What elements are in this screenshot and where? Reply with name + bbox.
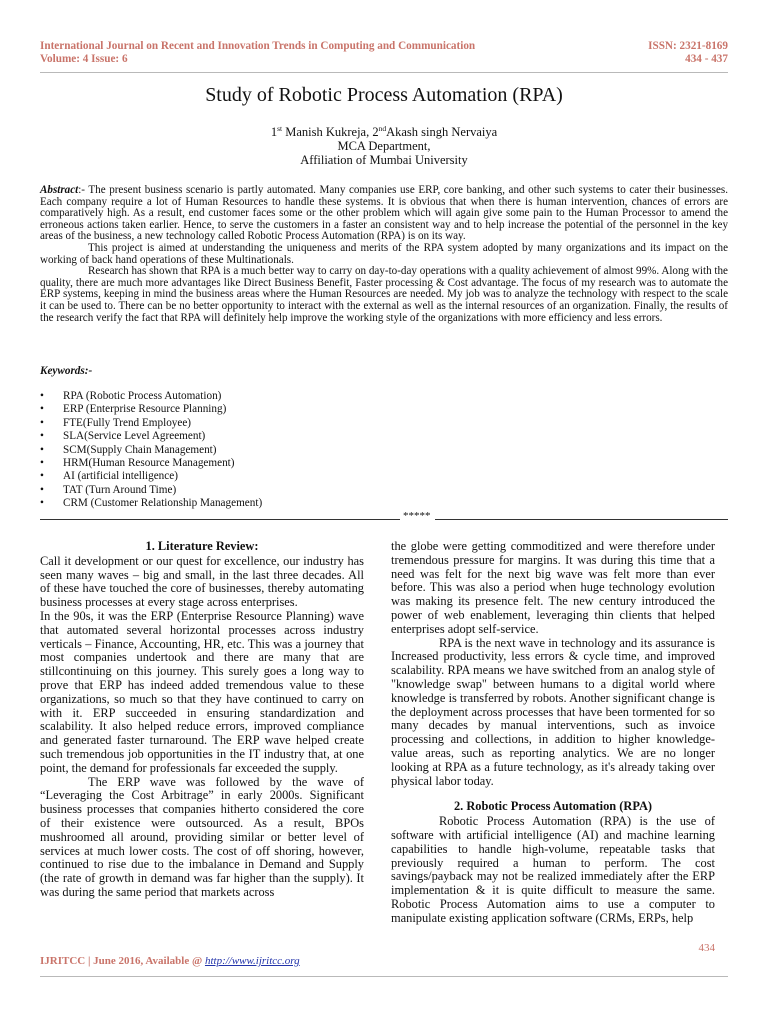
journal-website-link[interactable]: http://www.ijritcc.org [204, 955, 300, 967]
keyword-item: • SLA(Service Level Agreement) [40, 430, 262, 443]
section2-heading: 2. Robotic Process Automation (RPA) [453, 799, 653, 814]
journal-name: International Journal on Recent and Innovation Trends in Computing and Communication [40, 40, 476, 52]
page-number: 434 [698, 942, 715, 954]
footer-divider [40, 976, 728, 977]
body-paragraph: the globe were getting commoditized and were therefore under tremendous pressure for margins. It was during this time that a need was felt for the next big wave was felt more than ever before. This was also a period when huge technology evolution was making its presence felt. The new century introduced the power of web enablement, leveraging thin clients that helped enterprises adopt self-service. [391, 539, 715, 636]
abstract-label: Abstract [40, 184, 79, 196]
body-paragraph: RPA is the next wave in technology and its assurance is Increased productivity, less errors & cycle time, and improved scalability. RPA means we have switched from an analog style of "knowledge swap" between humans to a digital world where knowledge is transferred by robots. Another significant change is the deployment across processes that have been tormented for so many decades by manual interventions, such as invoice processing and collections, in addition to higher knowledge-value areas, such as reporting analytics. We are no longer looking at RPA as a future technology, as it's already taking over physical labor today. [391, 635, 715, 788]
footer [40, 955, 300, 967]
abstract-paragraph-3: Research has shown that RPA is a much better way to carry on day-to-day operations with a quality achievement of almost 99%. Along with the quality, there are much more advantages like Direct Business Benefit, Faster processing & Cost advantage. The focus of my research was to automate the ERP systems, keeping in mind the business areas where the Human Resources are needed. My job was to analyze the technology with respect to the scale it can be used to. There can be no better opportunity to interact with the external as well as the internal resources of an organization. Finally, the results of the research verify the fact that RPA will definitely help improve the working style of the organizations with more efficiency and less errors. [40, 265, 728, 324]
left-column [40, 540, 364, 900]
keyword-item: • FTE(Fully Trend Employee) [40, 417, 262, 430]
page-range: 434 - 437 [685, 53, 728, 65]
affiliation: Affiliation of Mumbai University [300, 153, 468, 168]
keyword-item: • ERP (Enterprise Resource Planning) [40, 403, 262, 416]
section1-heading: 1. Literature Review: [145, 539, 259, 553]
author-text-2: Akash singh Nervaiya [386, 125, 498, 140]
footer-text: IJRITCC | June 2016, Available @ [40, 955, 205, 967]
keyword-item: • SCM(Supply Chain Management) [40, 444, 262, 457]
abstract [40, 185, 728, 324]
separator-line-left [40, 519, 400, 520]
keyword-item: • RPA (Robotic Process Automation) [40, 390, 262, 403]
abstract-paragraph-2: This project is aimed at understanding the uniqueness and merits of the RPA system adopted by many organizations and its impact on the working of back hand operations of these Multinationals. [40, 241, 728, 266]
body-paragraph: Robotic Process Automation (RPA) is the use of software with artificial intelligence (AI) and machine learning capabilities to handle high-volume, repeatable tasks that previously required a human to perform. The cost savings/payback may not be realized immediately after the ERP implementation & it is quite difficult to measure the same. Robotic Process Automation aims to use a computer to manipulate existing application software (CRMs, ERPs, help [391, 814, 715, 925]
section-separator [40, 510, 728, 522]
keyword-item: • HRM(Human Resource Management) [40, 457, 262, 470]
issn: ISSN: 2321-8169 [648, 40, 728, 52]
header-right [648, 40, 728, 66]
department: MCA Department, [337, 139, 431, 154]
author1-superscript: st [277, 124, 283, 133]
paper-title: Study of Robotic Process Automation (RPA) [205, 84, 563, 106]
separator-line-right [435, 519, 728, 520]
keyword-item: • CRM (Customer Relationship Management) [40, 497, 262, 510]
author2-superscript: nd [378, 124, 387, 133]
header-divider [40, 72, 728, 73]
volume-issue: Volume: 4 Issue: 6 [40, 53, 128, 65]
keywords-heading: Keywords:- [40, 365, 93, 377]
running-header [40, 40, 728, 66]
author-names: 1st Manish Kukreja, 2ndAkash singh Nervaiya [270, 124, 498, 140]
keyword-item: • TAT (Turn Around Time) [40, 484, 262, 497]
author-block [0, 122, 768, 167]
separator-stars: ***** [403, 510, 431, 522]
abstract-paragraph-1 [40, 185, 728, 243]
body-paragraph: In the 90s, it was the ERP (Enterprise Resource Planning) wave that automated several horizontal processes across industry verticals – Finance, Accounting, HR, etc. This was a journey that most companies undertook and there are many that are stillcontinuing on this journey. This surely goes a long way to prove that ERP has indeed added tremendous value to these organizations, so much so that they have continued to carry on with it. ERP succeeded in ensuring standardization and scalability. It also helped reduce errors, improved compliance and generated faster turnaround. The ERP wave helped create such tremendous job opportunities in the IT industry that, at one point, the demand for professionals far exceeded the supply. [40, 608, 364, 775]
body-paragraph: Call it development or our quest for excellence, our industry has seen many waves – big and small, in the last three decades. All of these have touched the core of businesses, thereby automating business processes at every stage across enterprises. [40, 553, 364, 610]
author-text-1: Manish Kukreja, 2 [282, 125, 379, 140]
abstract-text-1: :- The present business scenario is partly automated. Many companies use ERP, core banking, and other such systems to cater their businesses. Each company require a lot of Human Resources to handle these systems. It is obvious that when there is human intervention, chances of errors are comparatively high. As a result, end customer faces some or the other problem which will again give some pain to the Human Processor to amend the erroneous actions taken earlier. Hence, to serve the customers in a faster an consistent way and to help increase the potential of the personnel in the key areas of the business, a new technology called Robotic Process Automation (RPA) is on its way. [40, 184, 728, 243]
keywords-list [40, 390, 262, 511]
keyword-item: • AI (artificial intelligence) [40, 470, 262, 483]
right-column [391, 540, 715, 926]
body-paragraph: The ERP wave was followed by the wave of “Leveraging the Cost Arbitrage” in early 2000s. Significant business processes that companies hitherto considered the core of their existence were outsourced. As a result, BPOs mushroomed all around, providing similar or better level of services at much lower costs. The cost of off shoring, however, continued to rise due to the imbalance in Demand and Supply (the rate of growth in demand was far higher than the supply). It was during the same period that markets across [40, 774, 364, 899]
